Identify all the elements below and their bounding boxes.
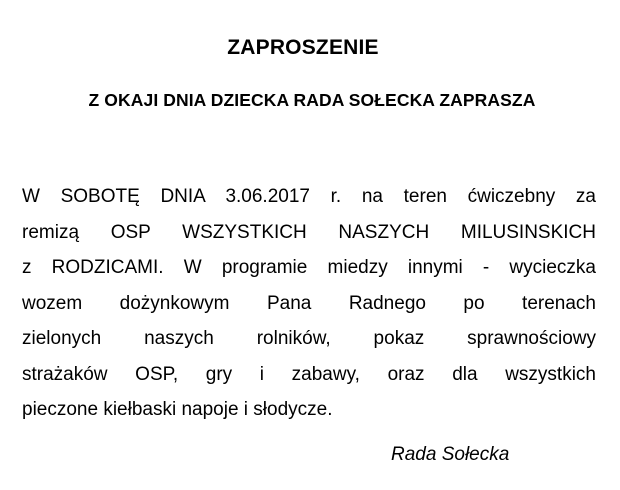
document-subtitle	[0, 90, 620, 111]
document-title	[0, 36, 620, 60]
document-title-text: ZAPROSZENIE	[227, 36, 379, 59]
document-subtitle-text: Z OKAJI DNIA DZIECKA RADA SOŁECKA ZAPRASZA	[88, 90, 536, 110]
invitation-body	[22, 179, 596, 428]
body-line-7: pieczone kiełbaski napoje i słodycze.	[22, 399, 333, 420]
body-line-3: z RODZICAMI. W programie miedzy innymi - wycieczka	[22, 257, 596, 278]
body-line-1: W SOBOTĘ DNIA 3.06.2017 r. na teren ćwiczebny za	[22, 186, 596, 207]
body-line-5: zielonych naszych rolników, pokaz sprawnościowy	[22, 328, 596, 349]
body-line-4: wozem dożynkowym Pana Radnego po terenach	[22, 292, 596, 314]
body-line-2: remizą OSP WSZYSTKICH NASZYCH MILUSINSKICH	[22, 221, 596, 243]
signature: Rada Sołecka	[391, 444, 510, 465]
body-line-6: strażaków OSP, gry i zabawy, oraz dla wszystkich	[22, 363, 596, 385]
